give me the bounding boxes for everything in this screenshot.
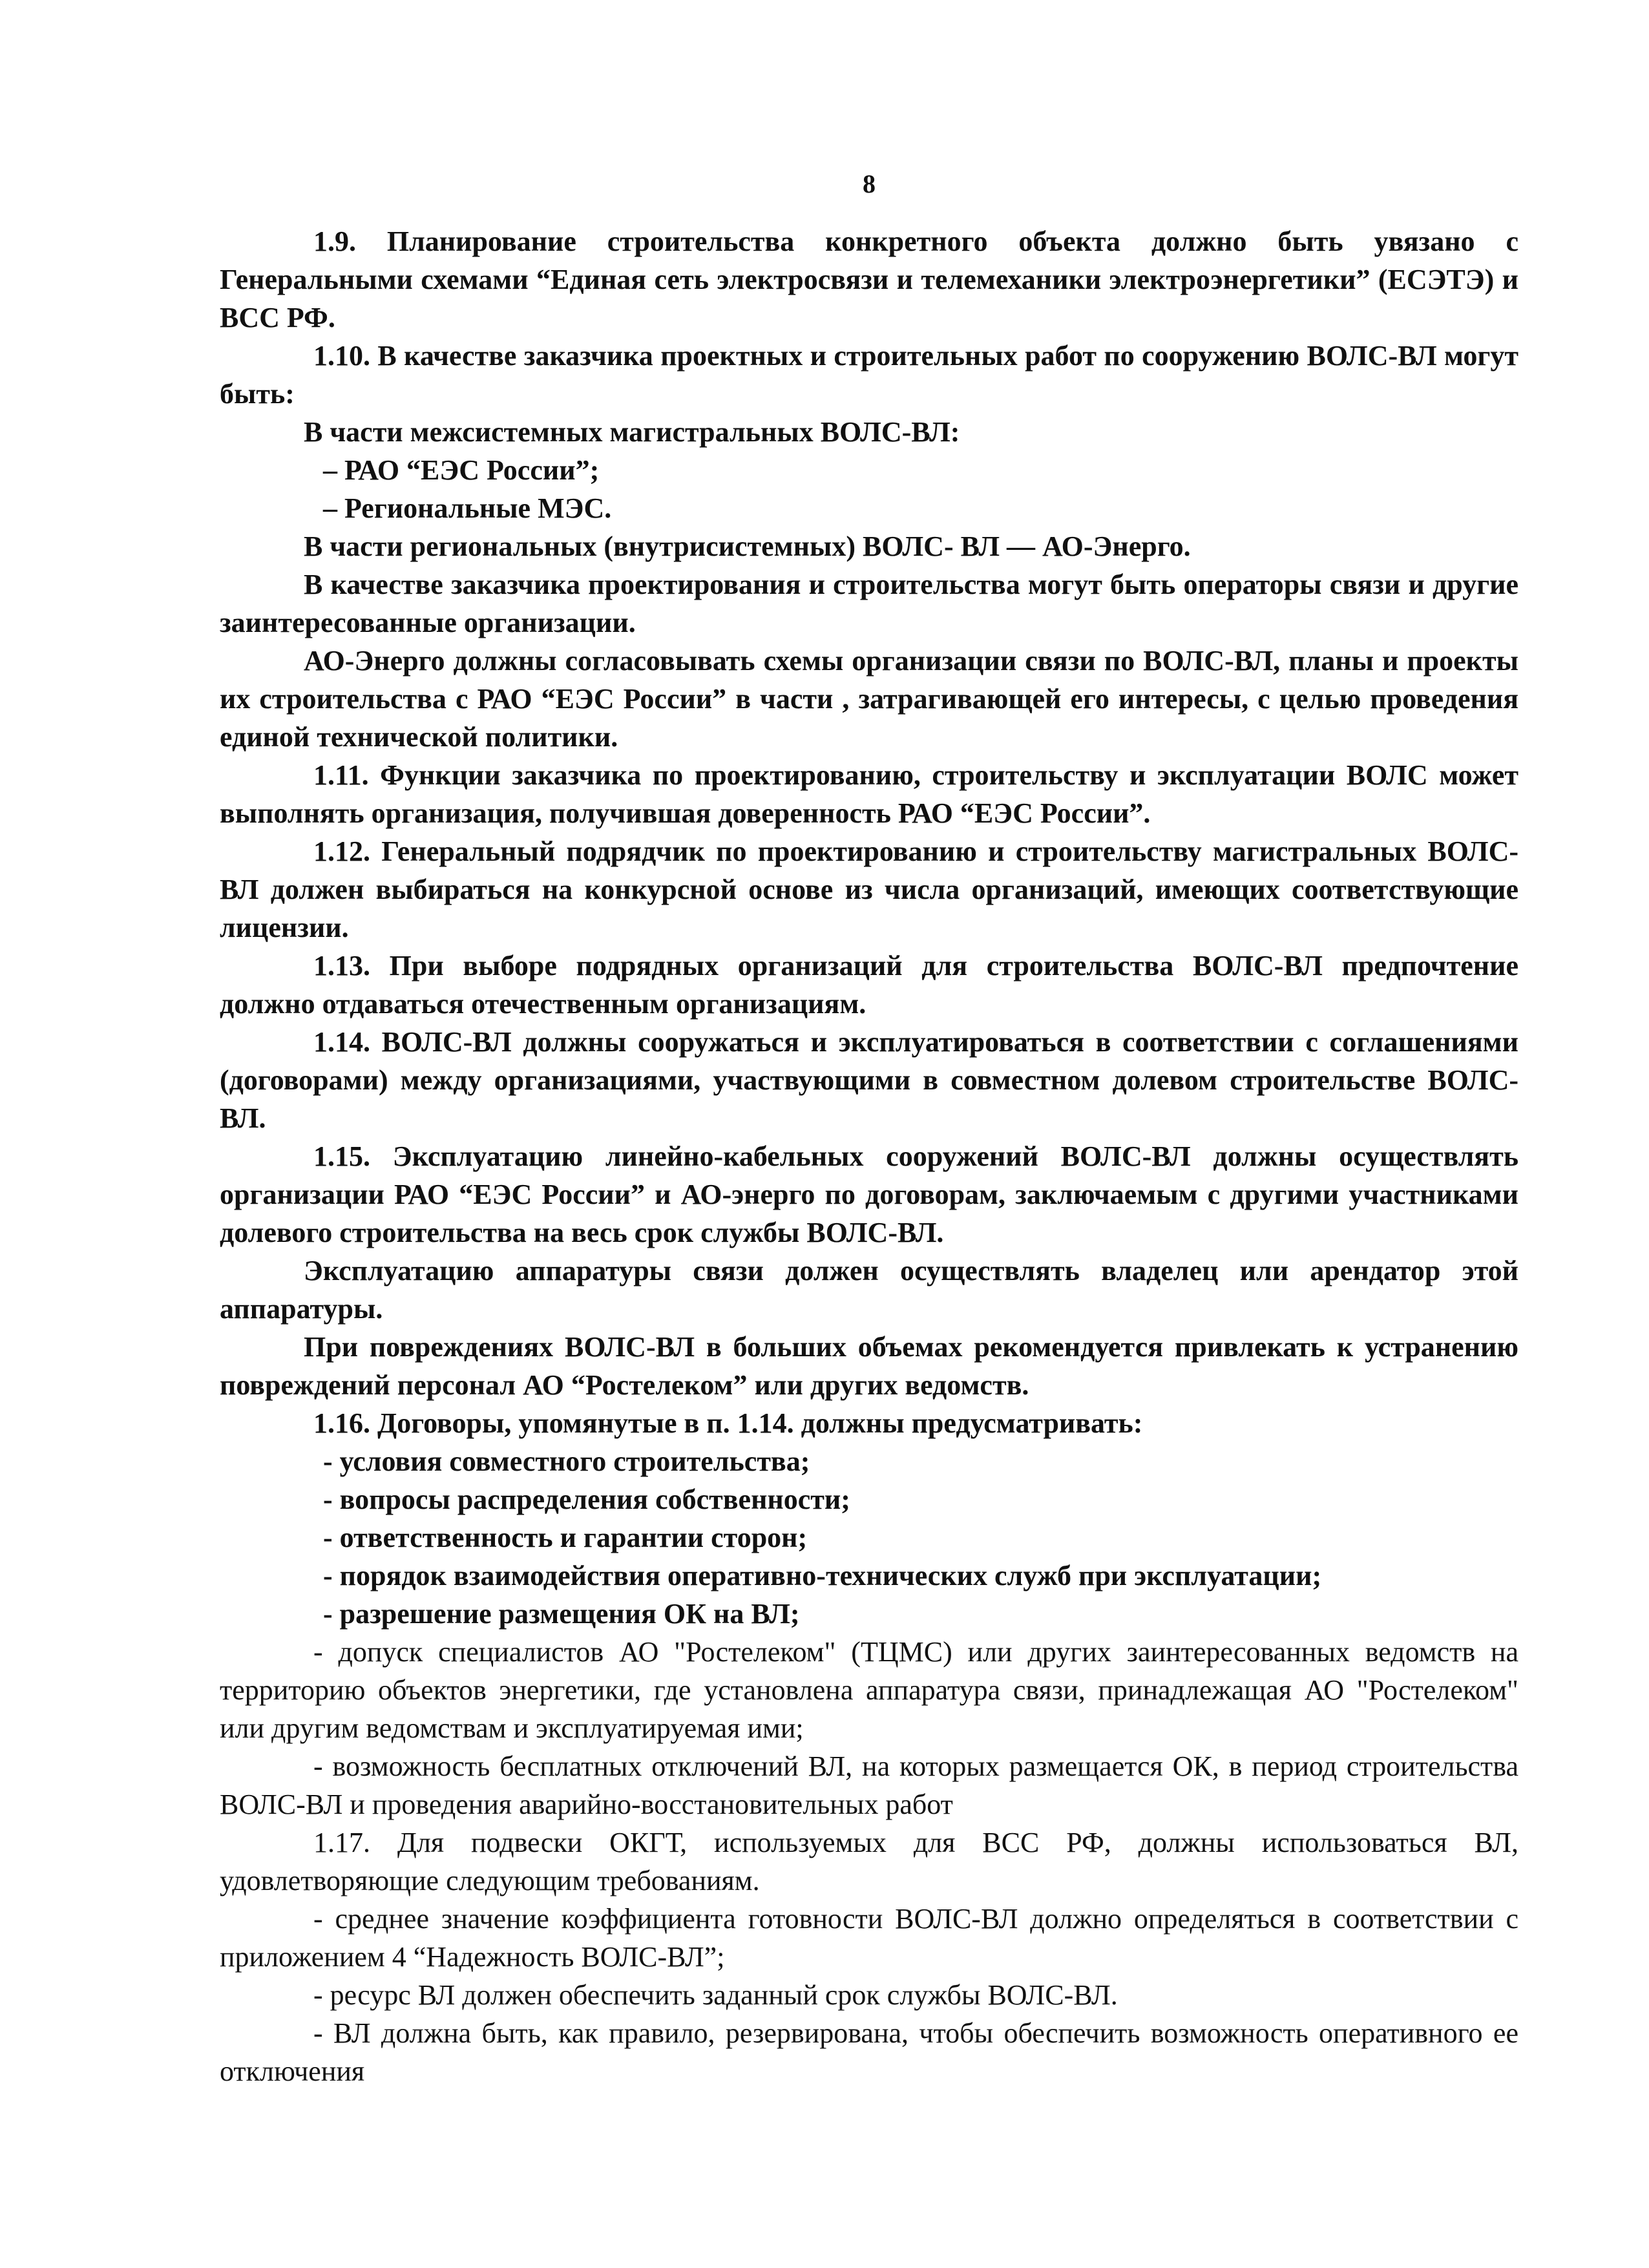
list-item-conditions: - условия совместного строительства;: [323, 1445, 810, 1477]
paragraph-1-9: 1.9. Планирование строительства конкретного объекта должно быть увязано с Генеральными схемами “Единая сеть электросвязи и телемеханики электроэнергетики” (ЕСЭТЭ) и ВСС РФ.: [220, 226, 1518, 333]
list-item-resource: - ресурс ВЛ должен обеспечить заданный срок службы ВОЛС-ВЛ.: [313, 1979, 1118, 2011]
paragraph-1-10: 1.10. В качестве заказчика проектных и строительных работ по сооружению ВОЛС-ВЛ могут быть:: [220, 340, 1518, 410]
document-body: [220, 222, 1518, 2090]
paragraph-1-12: 1.12. Генеральный подрядчик по проектированию и строительству магистральных ВОЛС-ВЛ должен выбираться на конкурсной основе из числа организаций, имеющих соответствующие лицензии.: [220, 835, 1518, 943]
list-item-readiness: - среднее значение коэффициента готовности ВОЛС-ВЛ должно определяться в соответствии с приложением 4 “Надежность ВОЛС-ВЛ”;: [220, 1903, 1518, 1973]
list-item-ownership: - вопросы распределения собственности;: [323, 1484, 850, 1515]
paragraph-operators: В качестве заказчика проектирования и строительства могут быть операторы связи и другие заинтересованные организации.: [220, 569, 1518, 638]
list-item-interaction: - порядок взаимодействия оперативно-технических служб при эксплуатации;: [323, 1560, 1322, 1591]
paragraph-1-11: 1.11. Функции заказчика по проектированию, строительству и эксплуатации ВОЛС может выполнять организация, получившая доверенность РАО “ЕЭС России”.: [220, 759, 1518, 829]
paragraph-intersystem: В части межсистемных магистральных ВОЛС-ВЛ:: [304, 416, 960, 448]
paragraph-1-16: 1.16. Договоры, упомянутые в п. 1.14. должны предусматривать:: [313, 1407, 1143, 1439]
list-item-placement: - разрешение размещения ОК на ВЛ;: [323, 1598, 800, 1630]
list-item-shutdowns: - возможность бесплатных отключений ВЛ, на которых размещается ОК, в период строительства ВОЛС-ВЛ и проведения аварийно-восстановительных работ: [220, 1750, 1518, 1820]
list-item-rao: – РАО “ЕЭС России”;: [323, 454, 600, 486]
paragraph-1-13: 1.13. При выборе подрядных организаций для строительства ВОЛС-ВЛ предпочтение должно отдаваться отечественным организациям.: [220, 950, 1518, 1020]
paragraph-1-17: 1.17. Для подвески ОКГТ, используемых для ВСС РФ, должны использоваться ВЛ, удовлетворяющие следующим требованиям.: [220, 1827, 1518, 1896]
paragraph-ao-energo: АО-Энерго должны согласовывать схемы организации связи по ВОЛС-ВЛ, планы и проекты их строительства с РАО “ЕЭС России” в части , затрагивающей его интересы, с целью проведения единой технической политики.: [220, 645, 1518, 753]
list-item-access: - допуск специалистов АО "Ростелеком" (ТЦМС) или других заинтересованных ведомств на территорию объектов энергетики, где установлена аппаратура связи, принадлежащая АО "Ростелеком" или другим ведомствам и эксплуатируемая ими;: [220, 1636, 1518, 1744]
page-number: 8: [863, 169, 876, 198]
paragraph-1-15: 1.15. Эксплуатацию линейно-кабельных сооружений ВОЛС-ВЛ должны осуществлять организации РАО “ЕЭС России” и АО-энерго по договорам, заключаемым с другими участниками долевого строительства на весь срок службы ВОЛС-ВЛ.: [220, 1140, 1518, 1248]
document-page: [220, 165, 1518, 2090]
list-item-responsibility: - ответственность и гарантии сторон;: [323, 1522, 808, 1553]
list-item-redundancy: - ВЛ должна быть, как правило, резервирована, чтобы обеспечить возможность оперативного ее отключения: [220, 2017, 1518, 2087]
list-item-mes: – Региональные МЭС.: [323, 492, 612, 524]
paragraph-1-14: 1.14. ВОЛС-ВЛ должны сооружаться и эксплуатироваться в соответствии с соглашениями (договорами) между организациями, участвующими в совместном долевом строительстве ВОЛС-ВЛ.: [220, 1026, 1518, 1134]
paragraph-regional: В части региональных (внутрисистемных) ВОЛС- ВЛ — АО-Энерго.: [304, 530, 1191, 562]
paragraph-equipment: Эксплуатацию аппаратуры связи должен осуществлять владелец или арендатор этой аппаратуры.: [220, 1255, 1518, 1325]
paragraph-damage: При повреждениях ВОЛС-ВЛ в больших объемах рекомендуется привлекать к устранению повреждений персонал АО “Ростелеком” или других ведомств.: [220, 1331, 1518, 1401]
